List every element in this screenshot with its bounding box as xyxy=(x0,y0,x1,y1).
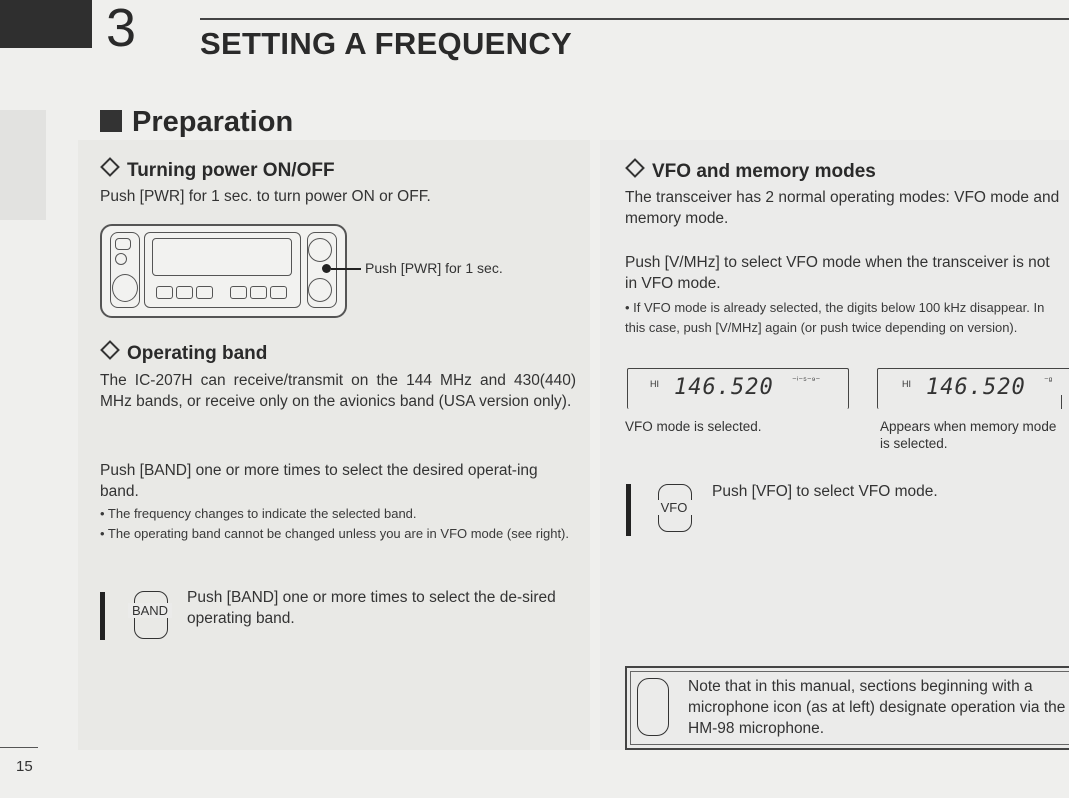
band-body-2: Push [BAND] one or more times to select the desired operat-ing band. xyxy=(100,462,538,500)
chapter-tab-bar xyxy=(0,0,92,48)
section-title: Preparation xyxy=(132,106,294,138)
pwr-callout-line xyxy=(331,268,361,270)
footer-rule xyxy=(0,747,38,748)
vfo-key-label: VFO xyxy=(652,500,696,515)
chapter-title: SETTING A FREQUENCY xyxy=(200,26,572,61)
pwr-button-marker xyxy=(322,264,331,273)
vfo-remote-note: Push [VFO] to select VFO mode. xyxy=(712,483,938,500)
lcd-display-memory xyxy=(877,368,1069,409)
display-frequency: 146.520 xyxy=(926,375,1026,400)
band-body-1: The IC-207H can receive/transmit on the 144 MHz and 430(440) MHz bands, or receive only on the avionics band (USA version only). xyxy=(100,372,576,410)
display-hi-indicator: HI xyxy=(902,379,911,389)
vfo-body-1: The transceiver has 2 normal operating modes: VFO mode and memory mode. xyxy=(625,189,1060,227)
power-title: Turning power ON/OFF xyxy=(127,160,335,181)
panel-lcd xyxy=(152,238,292,276)
diamond-icon xyxy=(100,157,120,177)
panel-small-button xyxy=(115,253,127,265)
band-title: Operating band xyxy=(127,343,268,364)
page-edge-shade xyxy=(0,110,46,220)
section-heading xyxy=(100,106,293,139)
band-key-label: BAND xyxy=(128,603,172,618)
panel-key xyxy=(156,286,173,299)
pwr-callout-label: Push [PWR] for 1 sec. xyxy=(365,260,503,276)
transceiver-panel-figure xyxy=(100,224,347,318)
header-rule xyxy=(200,18,1069,20)
vfo-title: VFO and memory modes xyxy=(652,161,876,182)
display-vfo-caption: VFO mode is selected. xyxy=(625,419,762,434)
diamond-icon xyxy=(625,158,645,178)
power-body: Push [PWR] for 1 sec. to turn power ON or OFF. xyxy=(100,188,431,205)
display-frequency: 146.520 xyxy=(674,375,774,400)
microphone-note-text: Note that in this manual, sections beginning with a microphone icon (as at left) designate operation via the HM-98 microphone. xyxy=(688,678,1066,737)
panel-small-button xyxy=(115,238,131,250)
microphone-icon xyxy=(637,678,669,736)
band-subheading xyxy=(100,343,267,365)
vfo-bullet: • If VFO mode is already selected, the digits below 100 kHz disappear. In this case, push [V/MHz] again (or push twice depending on version). xyxy=(625,300,1045,335)
vfo-subheading xyxy=(625,161,876,183)
panel-key xyxy=(250,286,267,299)
chapter-number: 3 xyxy=(106,0,137,58)
remote-note-bar xyxy=(626,484,631,536)
panel-knob xyxy=(308,278,332,302)
panel-key xyxy=(176,286,193,299)
panel-key xyxy=(270,286,287,299)
diamond-icon xyxy=(100,340,120,360)
power-subheading xyxy=(100,160,335,182)
memory-arrow xyxy=(1061,395,1062,409)
band-bullet-1: • The frequency changes to indicate the selected band. xyxy=(100,506,417,521)
band-bullet-2: • The operating band cannot be changed unless you are in VFO mode (see right). xyxy=(100,526,569,541)
panel-key xyxy=(230,286,247,299)
panel-knob xyxy=(308,238,332,262)
band-remote-note: Push [BAND] one or more times to select the de-sired operating band. xyxy=(187,589,556,627)
display-sub-digits: ⁻ⁱ⁻⁵⁻⁹⁻ xyxy=(792,375,821,385)
lcd-display-vfo xyxy=(627,368,849,409)
page-number: 15 xyxy=(16,758,33,775)
panel-knob xyxy=(112,274,138,302)
remote-note-bar xyxy=(100,592,105,640)
display-hi-indicator: HI xyxy=(650,379,659,389)
panel-key xyxy=(196,286,213,299)
vfo-body-2: Push [V/MHz] to select VFO mode when the transceiver is not in VFO mode. xyxy=(625,254,1050,292)
display-memory-caption: Appears when memory mode is selected. xyxy=(880,419,1057,451)
memory-channel-icon: ⁻ᵍ xyxy=(1044,375,1053,385)
section-square-icon xyxy=(100,110,122,132)
